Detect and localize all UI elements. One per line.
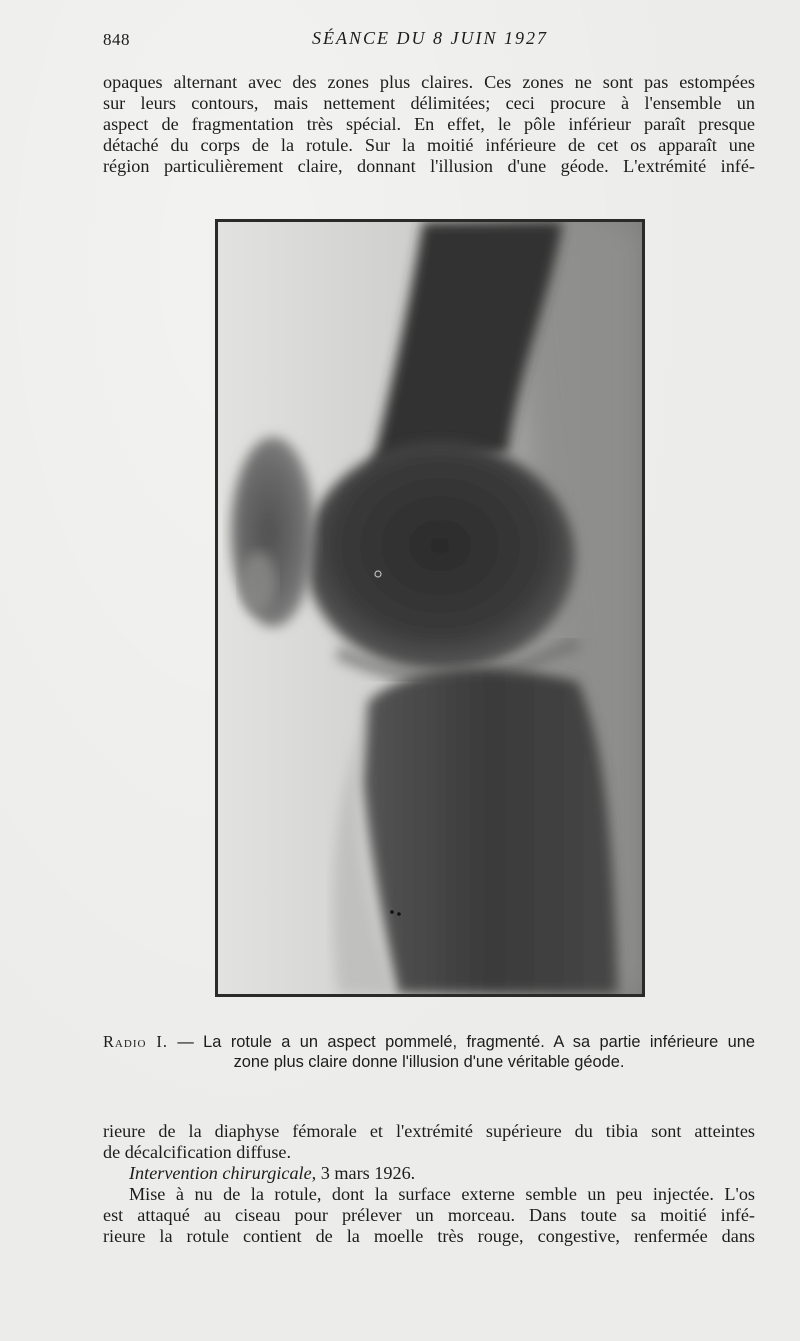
text-line: région particulièrement claire, donnant l'illusion d'une géode. L'extrémité infé-	[103, 156, 755, 176]
top-paragraph	[103, 72, 755, 177]
running-head: SÉANCE DU 8 JUIN 1927	[312, 28, 548, 48]
text-line: opaques alternant avec des zones plus claires. Ces zones ne sont pas estompées	[103, 72, 755, 92]
knee-radiograph-image	[218, 222, 642, 994]
section-heading-line	[103, 1163, 755, 1184]
figure-caption	[103, 1032, 755, 1072]
text-line: rieure la rotule contient de la moelle très rouge, congestive, renfermée dans	[103, 1226, 755, 1246]
text-line: rieure de la diaphyse fémorale et l'extrémité supérieure du tibia sont atteintes	[103, 1121, 755, 1141]
caption-line: zone plus claire donne l'illusion d'une véritable géode.	[233, 1053, 625, 1071]
text-line: sur leurs contours, mais nettement délimitées; ceci procure à l'ensemble un	[103, 93, 755, 113]
text-line: Mise à nu de la rotule, dont la surface externe semble un peu injectée. L'os	[129, 1184, 755, 1204]
caption-line	[103, 1032, 755, 1052]
text-line: est attaqué au ciseau pour prélever un morceau. Dans toute sa moitié infé-	[103, 1205, 755, 1225]
knee-radiograph-figure	[215, 219, 645, 997]
text-line: de décalcification diffuse.	[103, 1142, 292, 1162]
section-heading: Intervention chirurgicale,	[129, 1163, 317, 1183]
section-date: 3 mars 1926.	[316, 1163, 416, 1183]
page-header	[0, 28, 800, 52]
page-number: 848	[103, 30, 130, 49]
text-line: aspect de fragmentation très spécial. En effet, le pôle inférieur paraît presque	[103, 114, 755, 134]
text-line: détaché du corps de la rotule. Sur la moitié inférieure de cet os apparaît une	[103, 135, 755, 155]
caption-label: Radio I.	[103, 1032, 168, 1051]
bottom-paragraphs	[103, 1121, 755, 1247]
caption-text: — La rotule a un aspect pommelé, fragmenté. A sa partie inférieure une	[177, 1033, 755, 1051]
